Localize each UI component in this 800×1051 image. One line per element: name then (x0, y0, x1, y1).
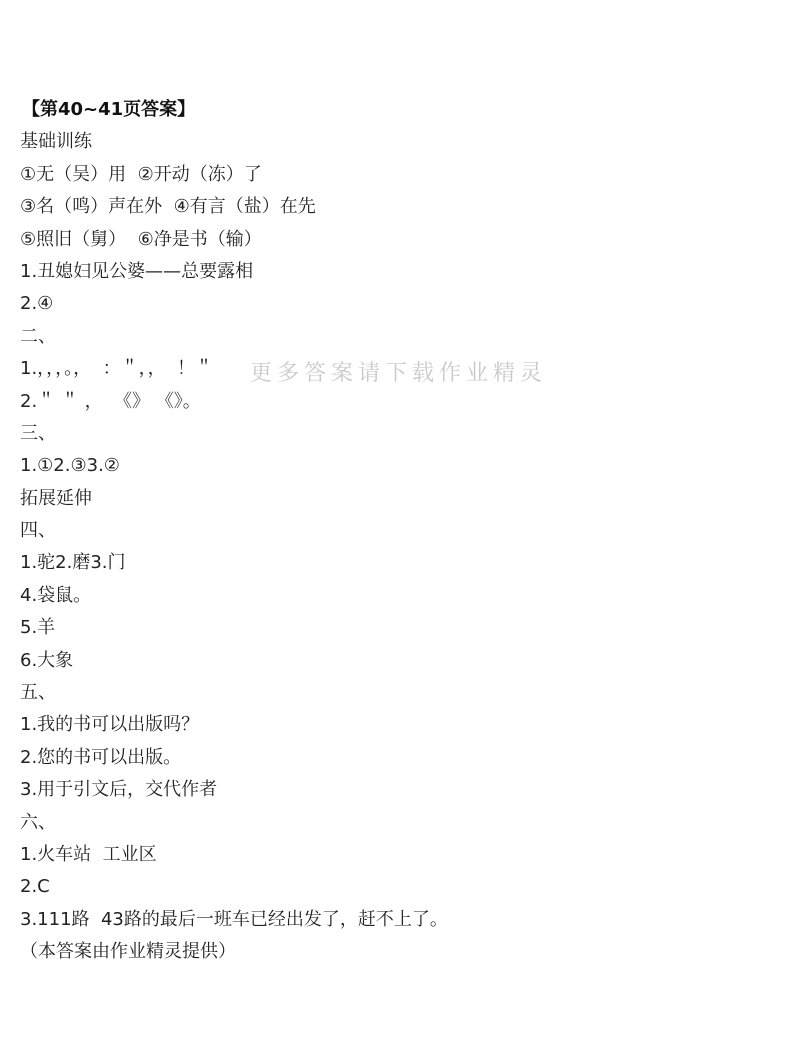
answer-line: 2.您的书可以出版。 (20, 746, 182, 768)
answer-line: 3.111路 43路的最后一班车已经出发了，赶不上了。 (20, 908, 448, 930)
answer-line: 2.＂ ＂ ， 《》 《》。 (20, 390, 201, 412)
answer-line: 1.驼2.磨3.门 (20, 552, 126, 574)
watermark-text: 更多答案请下载作业精灵 (250, 361, 548, 386)
answer-document (20, 94, 780, 969)
section-heading-basic-training: 基础训练 (20, 131, 92, 153)
section-number: 五、 (20, 682, 56, 704)
answer-line: 5.羊 (20, 617, 56, 639)
answer-line: 1.，，，。， ：＂，， ！＂ (20, 358, 214, 380)
answer-line: 1.丑媳妇见公婆——总要露相 (20, 260, 254, 282)
answer-line: ①无（吴）用 ②开动（冻）了 (20, 163, 262, 185)
answer-line: 1.我的书可以出版吗？ (20, 714, 200, 736)
answer-line: 3.用于引文后，交代作者 (20, 779, 218, 801)
section-number: 三、 (20, 422, 56, 444)
answer-line: 1.①2.③3.② (20, 455, 120, 477)
answer-line: 2.C (20, 876, 50, 898)
answer-line: ③名（鸣）声在外 ④有言（盐）在先 (20, 196, 316, 218)
section-number: 二、 (20, 325, 56, 347)
section-number: 四、 (20, 520, 56, 542)
section-number: 六、 (20, 811, 56, 833)
answer-line: 1.火车站 工业区 (20, 843, 157, 865)
answer-line: 4.袋鼠。 (20, 584, 92, 606)
answer-line: ⑤照旧（舅） ⑥净是书（输） (20, 228, 262, 250)
section-heading-extension: 拓展延伸 (20, 487, 92, 509)
answer-line: 2.④ (20, 293, 54, 315)
page-title: 【第40~41页答案】 (22, 99, 196, 120)
source-note: （本答案由作业精灵提供） (20, 941, 236, 963)
answer-line: 6.大象 (20, 649, 74, 671)
